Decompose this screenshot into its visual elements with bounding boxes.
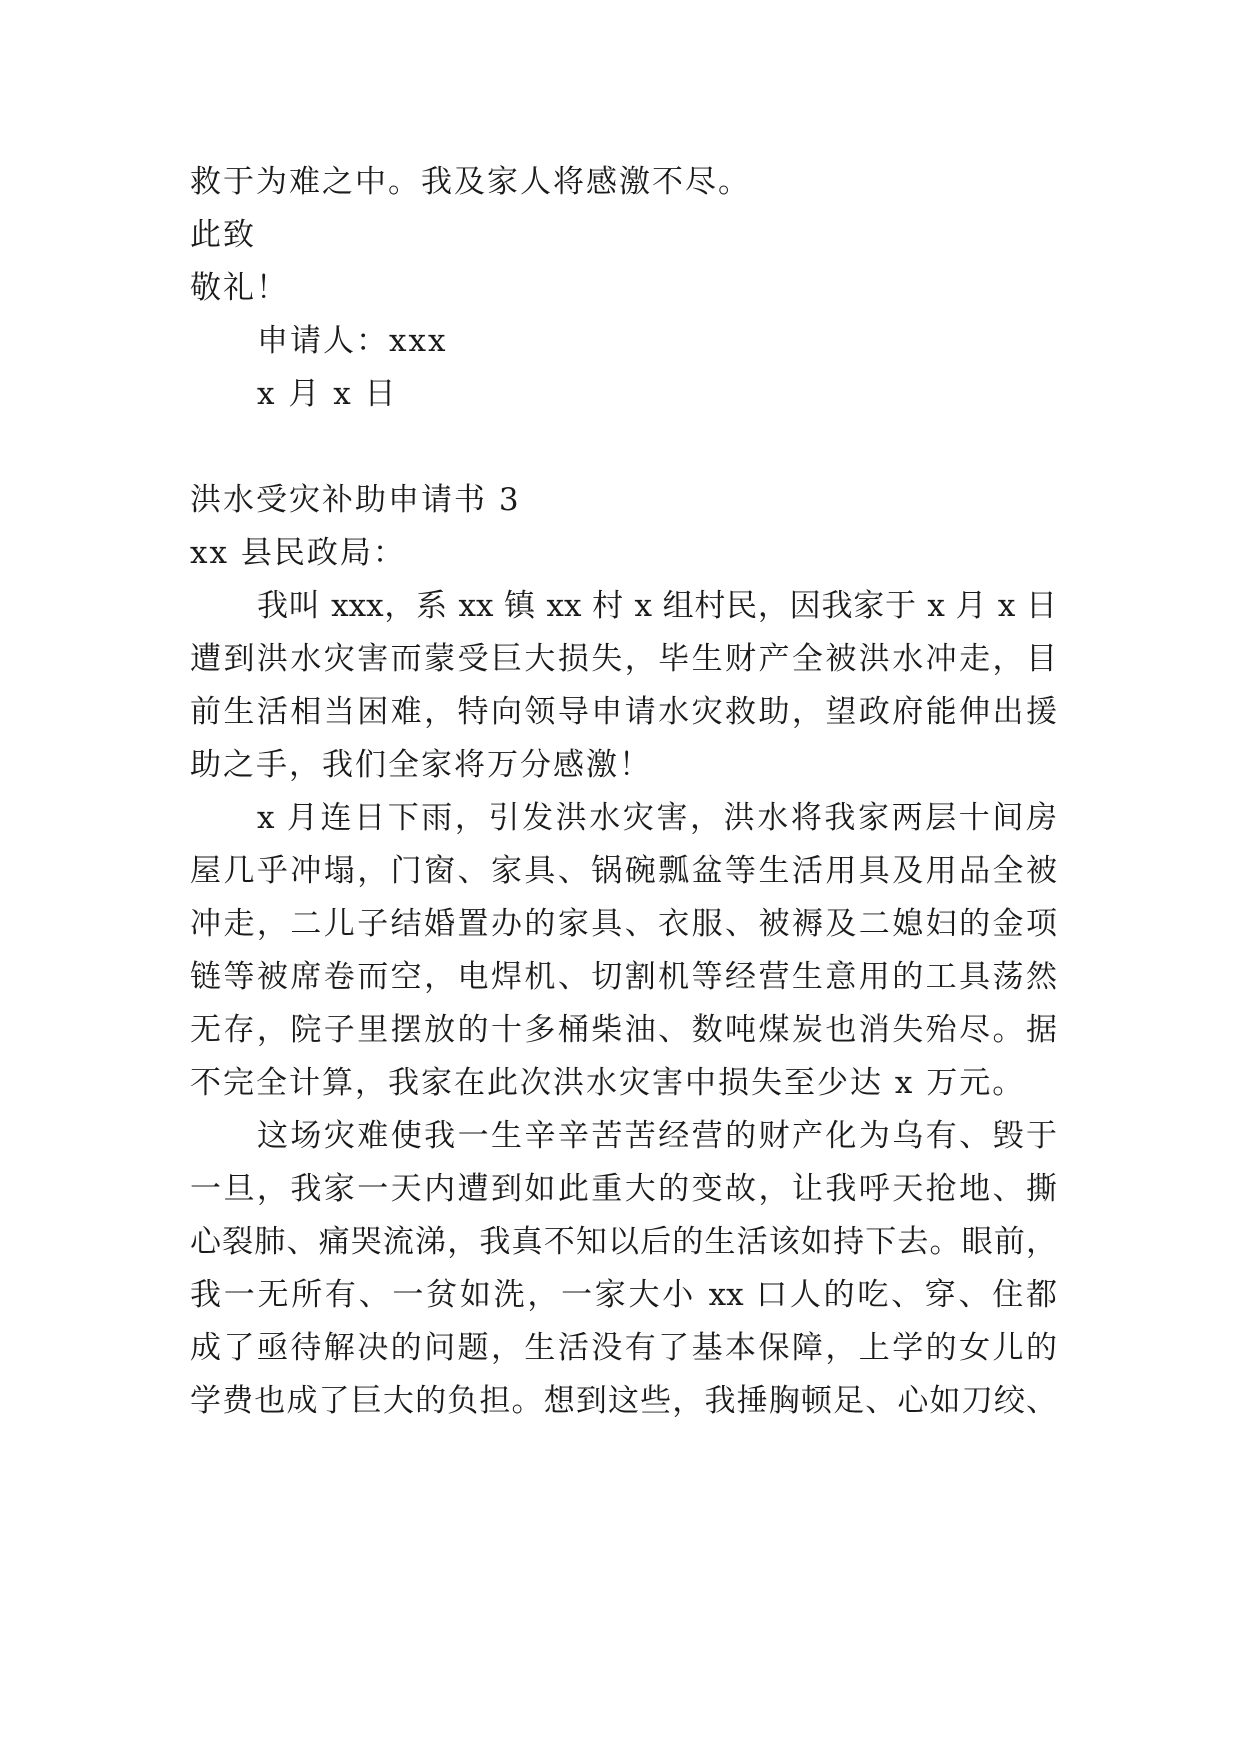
- paragraph-3-line-4: 我一无所有、一贫如洗，一家大小 xx 口人的吃、穿、住都: [190, 1277, 1057, 1313]
- letter-recipient: xx 县民政局：: [190, 535, 406, 571]
- signature-date: x 月 x 日: [257, 376, 398, 412]
- paragraph-3-line-2: 一旦，我家一天内遭到如此重大的变故，让我呼天抢地、撕: [190, 1171, 1057, 1207]
- paragraph-3-line-5: 成了亟待解决的问题，生活没有了基本保障，上学的女儿的: [190, 1330, 1057, 1366]
- paragraph-2-line-1: x 月连日下雨，引发洪水灾害，洪水将我家两层十间房: [257, 800, 1057, 836]
- paragraph-2-line-4: 链等被席卷而空，电焊机、切割机等经营生意用的工具荡然: [190, 959, 1057, 995]
- previous-letter-closing-line: 救于为难之中。我及家人将感激不尽。: [190, 164, 751, 200]
- paragraph-1-line-3: 前生活相当困难，特向领导申请水灾救助，望政府能伸出援: [190, 694, 1057, 730]
- paragraph-1-line-1: 我叫 xxx，系 xx 镇 xx 村 x 组村民，因我家于 x 月 x 日: [257, 588, 1057, 624]
- applicant-signature: 申请人：xxx: [257, 323, 448, 359]
- salutation-ci-zhi: 此致: [190, 217, 256, 253]
- letter-title: 洪水受灾补助申请书 3: [190, 482, 521, 518]
- paragraph-3-line-3: 心裂肺、痛哭流涕，我真不知以后的生活该如持下去。眼前，: [190, 1224, 1057, 1260]
- paragraph-3-line-1: 这场灾难使我一生辛辛苦苦经营的财产化为乌有、毁于: [257, 1118, 1057, 1154]
- paragraph-1-line-2: 遭到洪水灾害而蒙受巨大损失，毕生财产全被洪水冲走，目: [190, 641, 1057, 677]
- salutation-jing-li: 敬礼！: [190, 270, 289, 306]
- paragraph-2-line-2: 屋几乎冲塌，门窗、家具、锅碗瓢盆等生活用具及用品全被: [190, 853, 1057, 889]
- paragraph-2-line-6: 不完全计算，我家在此次洪水灾害中损失至少达 x 万元。: [190, 1065, 1026, 1101]
- paragraph-3-line-6: 学费也成了巨大的负担。想到这些，我捶胸顿足、心如刀绞、: [190, 1383, 1057, 1419]
- paragraph-1-line-4: 助之手，我们全家将万分感激！: [190, 747, 652, 783]
- paragraph-2-line-3: 冲走，二儿子结婚置办的家具、衣服、被褥及二媳妇的金项: [190, 906, 1057, 942]
- paragraph-2-line-5: 无存，院子里摆放的十多桶柴油、数吨煤炭也消失殆尽。据: [190, 1012, 1057, 1048]
